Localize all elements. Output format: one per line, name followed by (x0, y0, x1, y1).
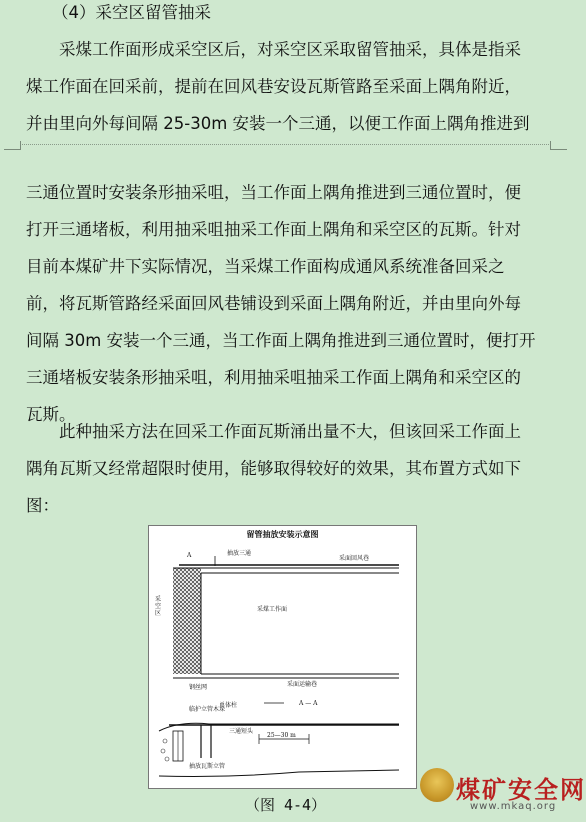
haulage-label: 采面运输巷 (287, 681, 318, 688)
tee-joint-label: 三通短头 (229, 728, 254, 735)
page-break-line (22, 144, 549, 145)
figure-title: 留管抽放安装示意图 (246, 529, 319, 539)
wood-stack-label: 临护立管木垛 (189, 706, 226, 713)
diagram-drawing (149, 526, 416, 788)
mountain-logo-icon (420, 768, 454, 802)
paragraph-line: 目前本煤矿井下实际情况，当采煤工作面构成通风系统准备回采之 (26, 257, 505, 276)
paragraph-line: 瓦斯。 (26, 405, 76, 424)
paragraph-line: 并由里向外每间隔 25-30m 安装一个三通，以便工作面上隅角推进到 (26, 114, 530, 133)
section-label: A — A (299, 700, 318, 707)
watermark-text: 煤矿安全网 (456, 775, 586, 804)
working-face-label: 采煤工作面 (257, 606, 288, 613)
site-watermark (420, 768, 586, 820)
paragraph-line: 此种抽采方法在回采工作面瓦斯涌出量不大，但该回采工作面上 (59, 422, 521, 441)
spacing-label: 25—30 m (267, 732, 296, 739)
paragraph-line: 采煤工作面形成采空区后，对采空区采取留管抽采，具体是指采 (59, 40, 521, 59)
section-floor-line (159, 770, 399, 777)
rubble-mark (163, 739, 167, 743)
rubble-mark (165, 757, 169, 761)
watermark-url: www.mkaq.org (470, 801, 557, 812)
section-heading: （4）采空区留管抽采 (52, 3, 211, 22)
paragraph-line: 煤工作面在回采前，提前在回风巷安设瓦斯管路至采面上隅角附近， (26, 77, 521, 96)
return-airway-label: 采面回风巷 (339, 555, 370, 562)
page-break (0, 141, 571, 149)
figure-caption: （图 4-4） (244, 796, 327, 814)
paragraph-line: 前，将瓦斯管路经采面回风巷铺设到采面上隅角附近，并由里向外每 (26, 294, 521, 313)
single-prop-label: 单体柱 (219, 702, 238, 709)
wire-mesh-label: 钢丝网 (189, 684, 208, 691)
page-corner-left (4, 141, 21, 150)
paragraph-line: 图： (26, 496, 59, 515)
paragraph-line: 三通堵板安装条形抽采咀，利用抽采咀抽采工作面上隅角和采空区的 (26, 368, 521, 387)
paragraph-line: 间隔 30m 安装一个三通，当工作面上隅角推进到三通位置时，便打开 (26, 331, 536, 350)
paragraph-1 (26, 31, 554, 433)
paragraph-line: 隅角瓦斯又经常超限时使用，能够取得较好的效果，其布置方式如下 (26, 459, 521, 478)
tee-label: 抽放三通 (227, 550, 252, 557)
goaf-hatching (173, 568, 201, 674)
paragraph-line: 三通位置时安装条形抽采咀，当工作面上隅角推进到三通位置时，便 (26, 183, 521, 202)
goaf-label: 采空区 (155, 596, 162, 617)
layout-diagram (148, 525, 417, 789)
rubble-mark (161, 749, 165, 753)
a-mark: A (187, 552, 192, 559)
standpipe-label: 抽放瓦斯立管 (189, 763, 226, 770)
page-corner-right (550, 141, 567, 150)
paragraph-line: 打开三通堵板，利用抽采咀抽采工作面上隅角和采空区的瓦斯。针对 (26, 220, 521, 239)
paragraph-2 (26, 413, 554, 524)
